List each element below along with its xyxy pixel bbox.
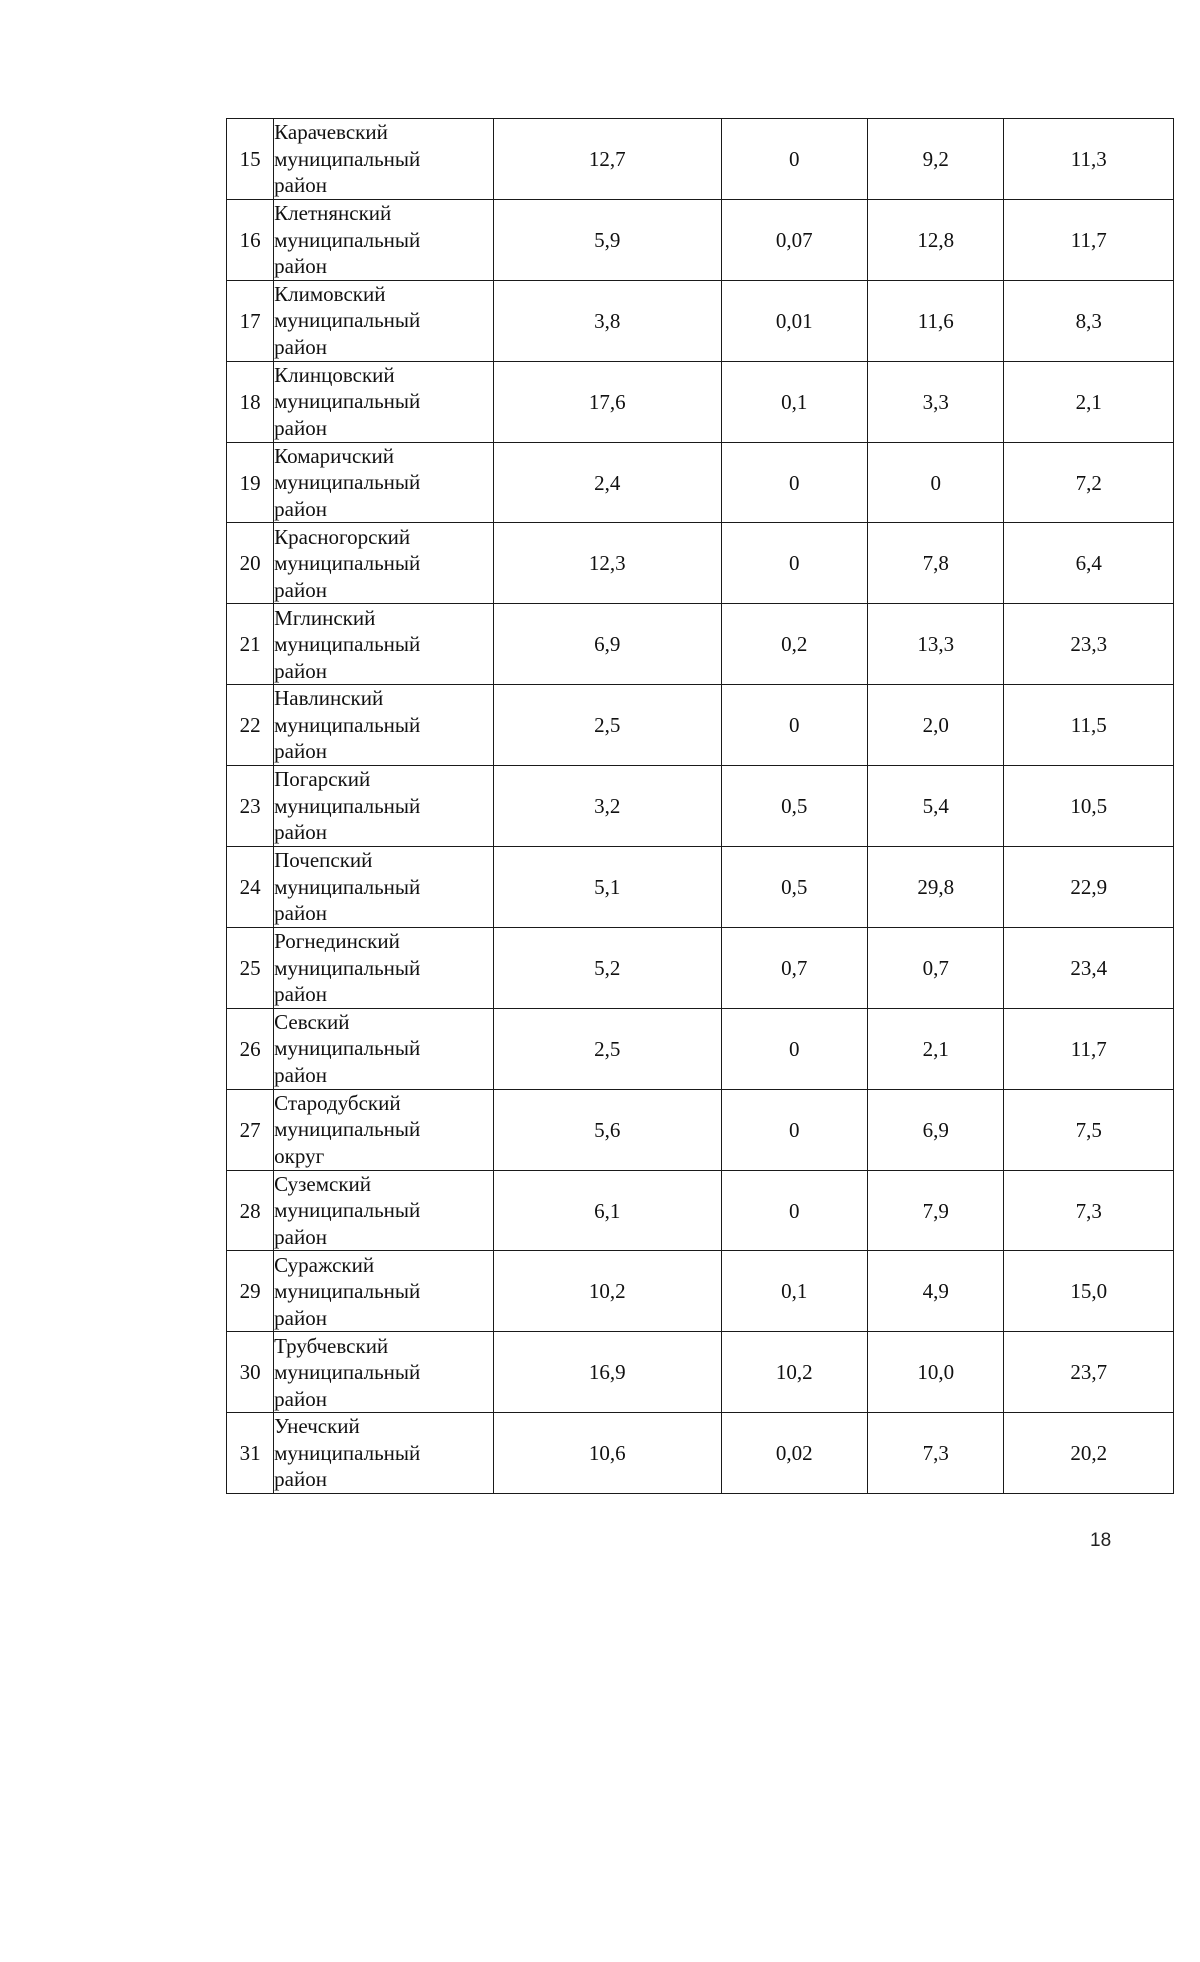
value-cell-2: 0 [721,1008,867,1089]
page-number: 18 [1090,1530,1112,1551]
value-cell-4: 23,7 [1004,1332,1174,1413]
district-data-table [226,118,1174,1494]
table-row [227,442,1174,523]
district-name-text: Рогнединский муниципальный район [274,929,421,1007]
table-row [227,1251,1174,1332]
district-name-text: Карачевский муниципальный район [274,120,421,198]
value-cell-2: 10,2 [721,1332,867,1413]
value-cell-2: 0,07 [721,199,867,280]
value-cell-1: 3,2 [493,766,721,847]
district-name-cell [274,280,494,361]
value-cell-1: 5,2 [493,927,721,1008]
row-number-cell: 22 [227,685,274,766]
district-name-cell [274,766,494,847]
value-cell-2: 0,7 [721,927,867,1008]
value-cell-3: 12,8 [868,199,1004,280]
value-cell-3: 0,7 [868,927,1004,1008]
value-cell-4: 22,9 [1004,847,1174,928]
district-name-text: Клетнянский муниципальный район [274,201,421,279]
value-cell-3: 5,4 [868,766,1004,847]
table-row [227,1089,1174,1170]
table-row [227,847,1174,928]
row-number-cell: 24 [227,847,274,928]
value-cell-2: 0,1 [721,1251,867,1332]
district-name-cell [274,199,494,280]
table-row [227,1170,1174,1251]
district-name-text: Климовский муниципальный район [274,281,421,359]
table-row [227,119,1174,200]
value-cell-1: 16,9 [493,1332,721,1413]
district-name-text: Комаричский муниципальный район [274,443,421,521]
row-number-cell: 30 [227,1332,274,1413]
value-cell-2: 0,1 [721,361,867,442]
value-cell-3: 2,1 [868,1008,1004,1089]
row-number-cell: 31 [227,1413,274,1494]
row-number-cell: 26 [227,1008,274,1089]
value-cell-4: 11,7 [1004,199,1174,280]
table-row [227,1008,1174,1089]
value-cell-1: 6,1 [493,1170,721,1251]
value-cell-3: 13,3 [868,604,1004,685]
value-cell-2: 0,5 [721,766,867,847]
table-row [227,766,1174,847]
district-name-text: Суражский муниципальный район [274,1252,421,1330]
value-cell-4: 20,2 [1004,1413,1174,1494]
value-cell-2: 0,5 [721,847,867,928]
row-number-cell: 23 [227,766,274,847]
district-name-cell [274,1170,494,1251]
district-name-cell [274,523,494,604]
value-cell-3: 7,8 [868,523,1004,604]
value-cell-2: 0 [721,685,867,766]
value-cell-2: 0,2 [721,604,867,685]
value-cell-1: 6,9 [493,604,721,685]
district-name-cell [274,119,494,200]
district-name-cell [274,1089,494,1170]
district-name-text: Мглинский муниципальный район [274,605,421,683]
district-name-cell [274,361,494,442]
value-cell-4: 10,5 [1004,766,1174,847]
table-row [227,199,1174,280]
row-number-cell: 18 [227,361,274,442]
value-cell-1: 2,5 [493,685,721,766]
value-cell-2: 0,02 [721,1413,867,1494]
value-cell-2: 0 [721,1089,867,1170]
table-row [227,685,1174,766]
district-name-cell [274,442,494,523]
value-cell-4: 15,0 [1004,1251,1174,1332]
value-cell-4: 7,3 [1004,1170,1174,1251]
district-name-cell [274,1251,494,1332]
value-cell-4: 11,7 [1004,1008,1174,1089]
value-cell-1: 3,8 [493,280,721,361]
district-name-text: Суземский муниципальный район [274,1171,421,1249]
value-cell-4: 8,3 [1004,280,1174,361]
value-cell-4: 7,5 [1004,1089,1174,1170]
value-cell-3: 11,6 [868,280,1004,361]
district-name-text: Стародубский муниципальный округ [274,1090,421,1168]
row-number-cell: 20 [227,523,274,604]
value-cell-4: 6,4 [1004,523,1174,604]
row-number-cell: 29 [227,1251,274,1332]
value-cell-2: 0 [721,523,867,604]
district-name-text: Почепский муниципальный район [274,848,421,926]
district-name-text: Клинцовский муниципальный район [274,362,421,440]
value-cell-3: 9,2 [868,119,1004,200]
value-cell-1: 5,6 [493,1089,721,1170]
value-cell-3: 4,9 [868,1251,1004,1332]
district-name-cell [274,1008,494,1089]
district-name-text: Погарский муниципальный район [274,767,421,845]
value-cell-2: 0 [721,119,867,200]
value-cell-1: 5,9 [493,199,721,280]
value-cell-1: 17,6 [493,361,721,442]
value-cell-4: 23,4 [1004,927,1174,1008]
value-cell-4: 2,1 [1004,361,1174,442]
district-name-text: Трубчевский муниципальный район [274,1333,421,1411]
value-cell-1: 5,1 [493,847,721,928]
table-row [227,1413,1174,1494]
value-cell-1: 12,3 [493,523,721,604]
row-number-cell: 19 [227,442,274,523]
value-cell-3: 0 [868,442,1004,523]
value-cell-1: 2,5 [493,1008,721,1089]
value-cell-3: 2,0 [868,685,1004,766]
row-number-cell: 17 [227,280,274,361]
row-number-cell: 16 [227,199,274,280]
district-name-text: Красногорский муниципальный район [274,524,421,602]
district-name-text: Навлинский муниципальный район [274,686,421,764]
value-cell-1: 12,7 [493,119,721,200]
value-cell-1: 2,4 [493,442,721,523]
district-name-cell [274,847,494,928]
row-number-cell: 21 [227,604,274,685]
value-cell-2: 0 [721,442,867,523]
table-row [227,523,1174,604]
value-cell-1: 10,6 [493,1413,721,1494]
value-cell-4: 11,3 [1004,119,1174,200]
value-cell-3: 7,3 [868,1413,1004,1494]
value-cell-4: 23,3 [1004,604,1174,685]
table-row [227,927,1174,1008]
value-cell-3: 6,9 [868,1089,1004,1170]
value-cell-3: 7,9 [868,1170,1004,1251]
district-name-cell [274,1413,494,1494]
row-number-cell: 25 [227,927,274,1008]
value-cell-3: 3,3 [868,361,1004,442]
value-cell-4: 11,5 [1004,685,1174,766]
value-cell-2: 0,01 [721,280,867,361]
row-number-cell: 28 [227,1170,274,1251]
row-number-cell: 27 [227,1089,274,1170]
table-row [227,280,1174,361]
table-row [227,1332,1174,1413]
district-name-text: Унечский муниципальный район [274,1414,421,1492]
value-cell-4: 7,2 [1004,442,1174,523]
district-name-cell [274,604,494,685]
value-cell-2: 0 [721,1170,867,1251]
table-body [227,119,1174,1494]
table-row [227,604,1174,685]
table-row [227,361,1174,442]
value-cell-3: 10,0 [868,1332,1004,1413]
row-number-cell: 15 [227,119,274,200]
value-cell-1: 10,2 [493,1251,721,1332]
district-name-cell [274,927,494,1008]
district-name-text: Севский муниципальный район [274,1009,421,1087]
district-name-cell [274,685,494,766]
district-name-cell [274,1332,494,1413]
value-cell-3: 29,8 [868,847,1004,928]
